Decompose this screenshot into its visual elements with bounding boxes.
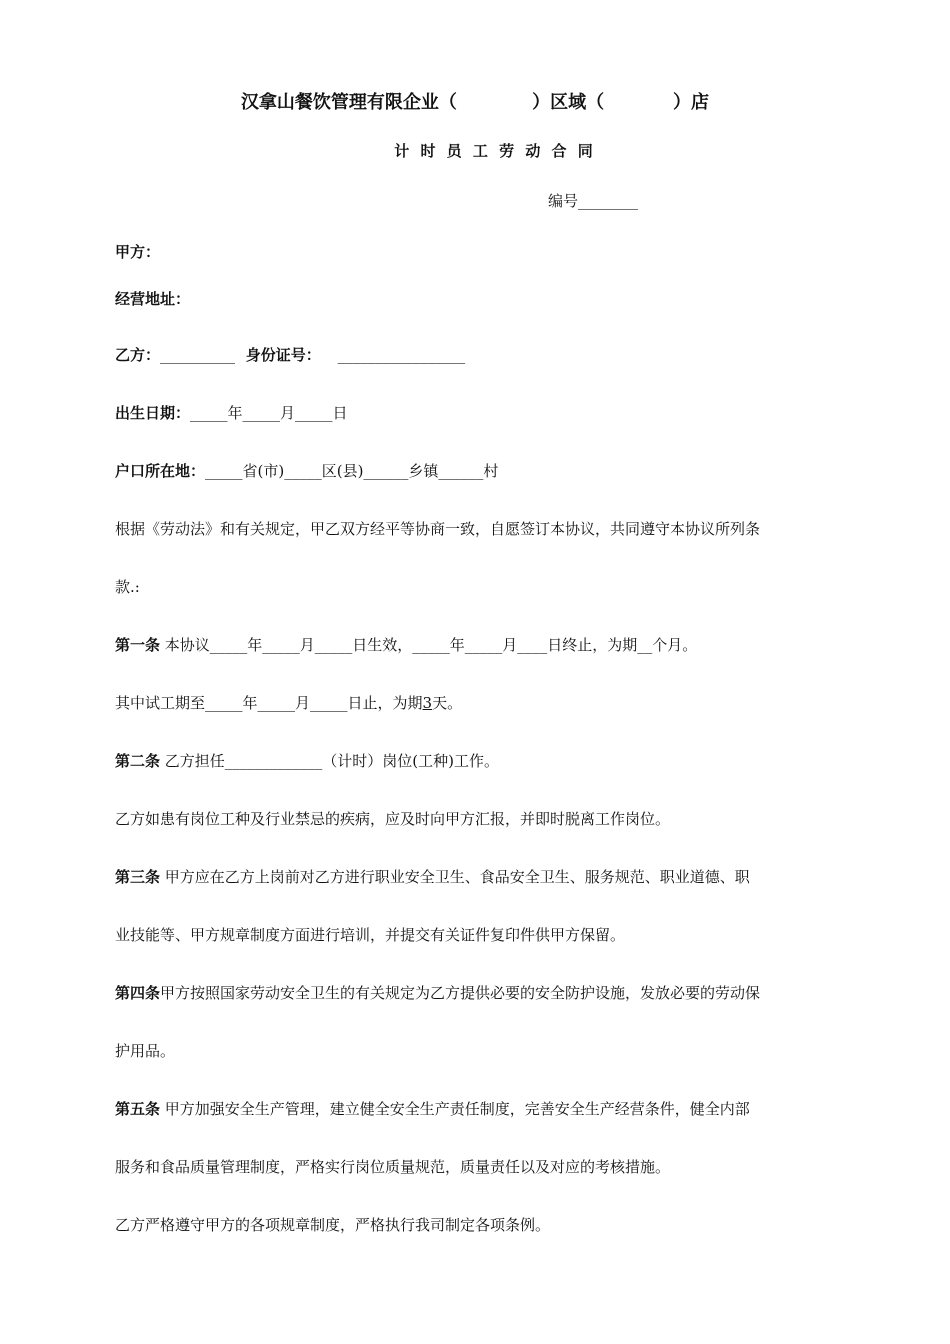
address-label: 经营地址： [115, 290, 191, 308]
article-5-note: 乙方严格遵守甲方的各项规章制度，严格执行我司制定各项条例。 [115, 1216, 551, 1234]
trial-days: 3 [422, 694, 433, 712]
article-2-label: 第二条 [115, 752, 161, 770]
article-5-line-2: 服务和食品质量管理制度，严格实行岗位质量规范，质量责任以及对应的考核措施。 [115, 1158, 671, 1176]
article-3 [115, 867, 750, 887]
intro-line-2: 款.: [115, 578, 140, 596]
birth-date-blanks: _____年_____月_____日 [190, 404, 348, 422]
article-3-line-1: 甲方应在乙方上岗前对乙方进行职业安全卫生、食品安全卫生、服务规范、职业道德、职 [160, 868, 750, 886]
article-3-line-2: 业技能等、甲方规章制度方面进行培训，并提交有关证件复印件供甲方保留。 [115, 926, 626, 944]
id-number-blank: _________________ [337, 346, 466, 364]
hukou-blanks: _____省(市)_____区(县)______乡镇______村 [205, 462, 499, 480]
article-2 [115, 751, 499, 771]
hukou-label: 户口所在地： [115, 462, 206, 480]
trial-suffix: 天。 [432, 694, 463, 712]
party-b-row [115, 345, 465, 365]
birth-date-row [115, 403, 348, 423]
party-a-label: 甲方： [115, 243, 161, 261]
contract-number: 编号________ [548, 192, 639, 210]
article-4-line-2: 护用品。 [115, 1042, 176, 1060]
article-1 [115, 635, 697, 655]
hukou-row [115, 461, 498, 481]
id-number-label: 身份证号： [245, 346, 321, 364]
article-3-label: 第三条 [115, 868, 161, 886]
article-4-line-1: 甲方按照国家劳动安全卫生的有关规定为乙方提供必要的安全防护设施，发放必要的劳动保 [160, 984, 761, 1002]
article-5 [115, 1099, 750, 1119]
trial-prefix: 其中试工期至_____年_____月_____日止，为期 [115, 694, 423, 712]
article-4-label: 第四条 [115, 984, 161, 1002]
article-5-label: 第五条 [115, 1100, 161, 1118]
birth-date-label: 出生日期： [115, 404, 191, 422]
article-5-line-1: 甲方加强安全生产管理，建立健全安全生产责任制度，完善安全生产经营条件，健全内部 [160, 1100, 750, 1118]
article-1-label: 第一条 [115, 636, 161, 654]
article-2-text: 乙方担任_____________（计时）岗位(工种)工作。 [160, 752, 499, 770]
contract-title: 计 时 员 工 劳 动 合 同 [394, 142, 596, 160]
party-b-label: 乙方： [115, 346, 161, 364]
company-title: 汉拿山餐饮管理有限企业（ ）区域（ ）店 [240, 92, 710, 113]
article-1-trial [115, 693, 462, 713]
article-4 [115, 983, 760, 1003]
party-b-blank: __________ [160, 346, 236, 364]
intro-line-1: 根据《劳动法》和有关规定，甲乙双方经平等协商一致，自愿签订本协议，共同遵守本协议所列条 [115, 520, 761, 538]
article-1-text: 本协议_____年_____月_____日生效，_____年_____月____日终止，为期__个月。 [160, 636, 698, 654]
article-2-note: 乙方如患有岗位工种及行业禁忌的疾病，应及时向甲方汇报，并即时脱离工作岗位。 [115, 810, 671, 828]
